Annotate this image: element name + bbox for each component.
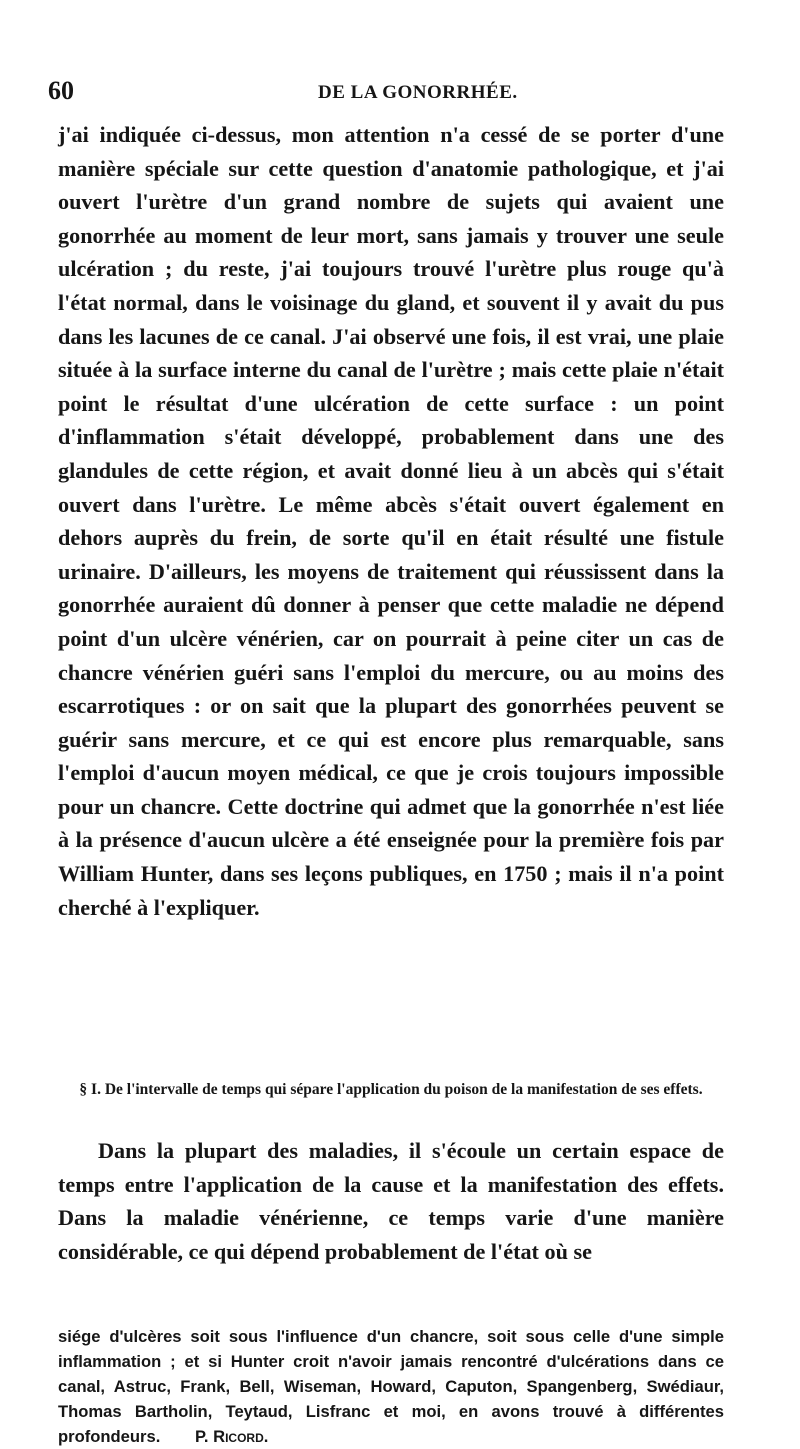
running-title: DE LA GONORRHÉE.: [318, 82, 518, 103]
page-number: 60: [48, 76, 74, 105]
running-head: [48, 76, 668, 108]
footnote-signature: P. Ricord.: [194, 1427, 269, 1446]
paragraph-continuation: j'ai indiquée ci-dessus, mon attention n'a cessé de se porter d'une manière spéciale sur cette question d'anatomie pathologique, et j'ai ouvert l'urètre d'un grand nombre de sujets qui avaient une gonorrhée au moment de leur mort, sans jamais y trouver une seule ulcération ; du reste, j'ai toujours trouvé l'urètre plus rouge qu'à l'état normal, dans le voisinage du gland, et souvent il y avait du pus dans les lacunes de ce canal. J'ai observé une fois, il est vrai, une plaie située à la surface interne du canal de l'urètre ; mais cette plaie n'était point le résultat d'une ulcération de cette surface : un point d'inflammation s'était développé, probablement dans une des glandules de cette région, et avait donné lieu à un abcès qui s'était ouvert dans l'urètre. Le même abcès s'était ouvert également en dehors auprès du frein, de sorte qu'il en était résulté une fistule urinaire. D'ailleurs, les moyens de traitement qui réussissent dans la gonorrhée auraient dû donner à penser que cette maladie ne dépend point d'un ulcère vénérien, car on pourrait à peine citer un cas de chancre vénérien guéri sans l'emploi du mercure, ou au moins des escarrotiques : or on sait que la plupart des gonorrhées peuvent se guérir sans mercure, et ce qui est encore plus remarquable, sans l'emploi d'aucun moyen médical, ce que je crois toujours impossible pour un chancre. Cette doctrine qui admet que la gonorrhée n'est liée à la présence d'aucun ulcère a été enseignée pour la première fois par William Hunter, dans ses leçons publiques, en 1750 ; mais il n'a point cherché à l'expliquer.: [58, 122, 724, 920]
section-heading: § I. De l'intervalle de temps qui sépare l'application du poison de la manifestation de ses effets.: [79, 1081, 703, 1098]
footnote: [58, 1324, 724, 1449]
main-text: [58, 118, 724, 924]
footnote-text: siége d'ulcères soit sous l'influence d'un chancre, soit sous celle d'une simple inflammation ; et si Hunter croit n'avoir jamais rencontré d'ulcérations dans ce canal, Astruc, Frank, Bell, Wiseman, Howard, Caputon, Spangenberg, Swédiaur, Thomas Bartholin, Teytaud, Lisfranc et moi, en avons trouvé à différentes profondeurs.: [58, 1327, 724, 1446]
section-paragraph: Dans la plupart des maladies, il s'écoule un certain espace de temps entre l'application de la cause et la manifestation des effets. Dans la maladie vénérienne, ce temps varie d'une manière considérable, ce qui dépend probablement de l'état où se: [58, 1138, 724, 1264]
